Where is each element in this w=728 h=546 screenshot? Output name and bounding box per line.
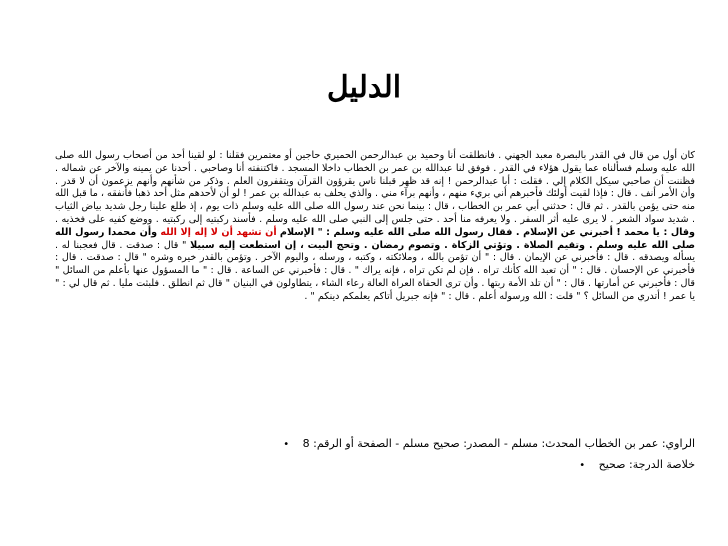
hadith-part-2: " قال : صدقت . قال فعجبنا له . يسأله ويصدقه . قال : فأخبرني عن الإيمان . قال : " أن تؤمن بالله ، وملائكته ، وكتبه ، ورسله ، واليوم الآخر . وتؤمن بالقدر خيره وشره " قال : صدقت . قال : فأخبرني عن الإحسان . قال : " أن تعبد الله كأنك تراه . فإن لم تكن تراه ، فإنه يراك " . قال : فأخبرني عن الساعة . قال : " ما المسؤول عنها بأعلم من السائل " قال : فأخبرني عن أمارتها . قال : " أن تلد الأمة ربتها . وأن ترى الحفاة العراة العالة رعاء الشاء ، يتطاولون في البنيان " قال ثم انطلق . فلبثت مليا . ثم قال لي : " يا عمر ! أتدري من السائل ؟ " قلت : الله ورسوله أعلم . قال : " فإنه جبريل أتاكم يعلمكم دينكم " . [55,239,695,302]
grade-line [160,458,695,471]
narrator-text: الراوي: عمر بن الخطاب المحدث: مسلم - المصدر: صحيح مسلم - الصفحة أو الرقم: 8 [302,437,695,450]
hadith-bold-1: وقال : يا محمد ! أخبرني عن الإسلام . فقال رسول الله صلى الله عليه وسلم : " الإسلام [279,226,695,238]
hadith-text [55,150,695,304]
page-title: الدليل [326,70,402,105]
grade-text: خلاصة الدرجة: صحيح [598,458,695,471]
bullet-icon: • [579,460,586,471]
hadith-shahada: أن تشهد أن لا إله إلا الله [160,226,277,238]
bullet-icon: • [283,439,290,450]
hadith-bold-2: وأن محمدا رسول الله صلى الله عليه وسلم . وتقيم الصلاة . وتؤتي الزكاة . وتصوم رمضان . وتحج البيت ، إن استطعت إليه سبيلا [55,226,695,251]
narrator-line [160,437,695,450]
hadith-part-1: كان أول من قال في القدر بالبصرة معبد الجهني . فانطلقت أنا وحميد بن عبدالرحمن الحميري حاجين أو معتمرين فقلنا : لو لقينا أحد من أصحاب رسول الله صلى الله عليه وسلم فسألناه عما يقول هؤلاء في القدر . فوفق لنا عبدالله بن عمر بن الخطاب داخلا المسجد . فاكتنفته أنا وصاحبي . أحدنا عن يمينه والآخر عن شماله . فظننت أن صاحبي سيكل الكلام إلي . فقلت : أبا عبدالرحمن ! إنه قد ظهر قبلنا ناس يقرؤون القرآن ويتقفرون العلم . وذكر من شأنهم وأنهم يزعمون أن لا قدر . وأن الأمر أنف . قال : فإذا لقيت أولئك فأخبرهم أني بريء منهم ، وأنهم برآء مني . والذي يحلف به عبدالله بن عمر ! لو أن لأحدهم مثل أحد ذهبا فأنفقه ، ما قبل الله منه حتى يؤمن بالقدر . ثم قال : حدثني أبي عمر بن الخطاب ، قال : بينما نحن عند رسول الله صلى الله عليه وسلم ذات يوم ، إذ طلع علينا رجل شديد بياض الثياب . شديد سواد الشعر . لا يرى عليه أثر السفر . ولا يعرفه منا أحد . حتى جلس إلى النبي صلى الله عليه وسلم . فأسند ركبتيه إلى ركبتيه . ووضع كفيه على فخذيه . [55,150,695,225]
